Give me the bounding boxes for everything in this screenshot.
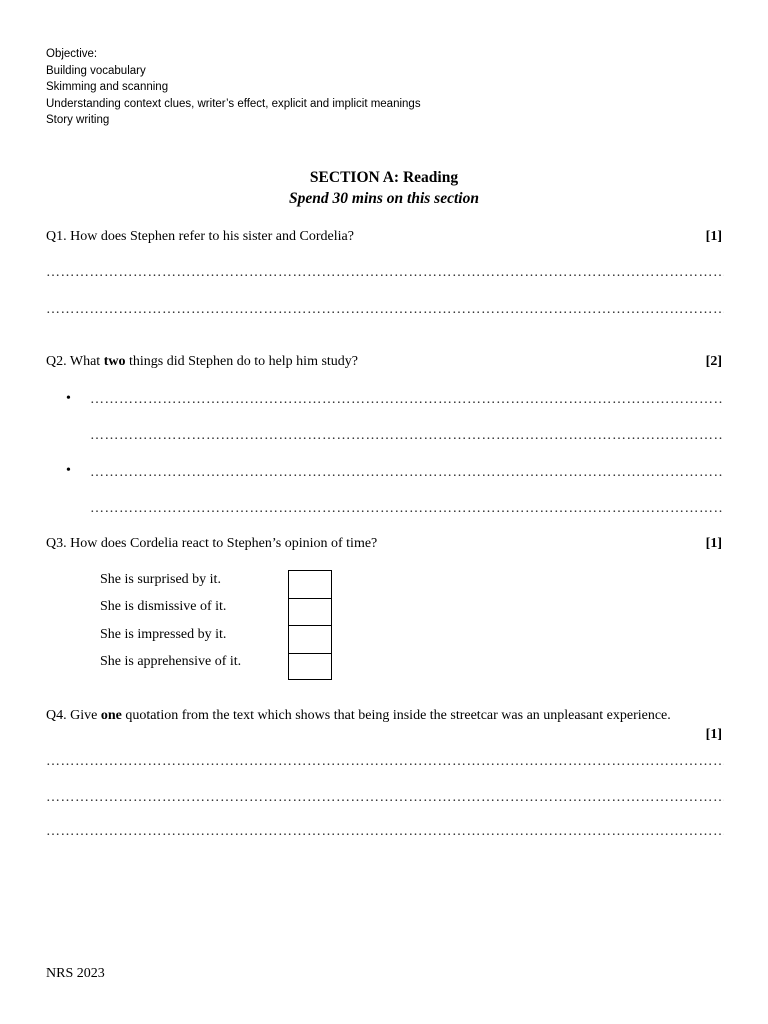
bullet-icon: •: [66, 463, 71, 478]
question-2-emphasis: two: [103, 354, 126, 369]
question-3-text: Q3. How does Cordelia react to Stephen’s opinion of time?: [46, 536, 378, 551]
option-checkbox[interactable]: [289, 571, 331, 599]
footer-text: NRS 2023: [46, 966, 105, 981]
objectives-heading: Objective:: [46, 48, 98, 60]
option-checkbox-column: [288, 570, 332, 680]
option-label: She is impressed by it.: [100, 627, 227, 642]
answer-line[interactable]: [90, 429, 724, 443]
answer-line[interactable]: [46, 791, 724, 805]
answer-line[interactable]: [46, 825, 724, 839]
question-2-marks: [2]: [705, 354, 722, 369]
section-subtitle: Spend 30 mins on this section: [289, 190, 479, 207]
question-1-text: Q1. How does Stephen refer to his sister and Cordelia?: [46, 229, 354, 244]
option-label: She is surprised by it.: [100, 572, 221, 587]
question-4-emphasis: one: [100, 708, 122, 723]
option-label: She is apprehensive of it.: [100, 654, 242, 669]
question-2-text: Q2. What two things did Stephen do to help him study?: [46, 354, 359, 369]
question-4-text: Q4. Give one quotation from the text which shows that being inside the streetcar was an unpleasant experience.: [46, 708, 671, 723]
objectives-block: [46, 46, 421, 129]
question-4-marks: [1]: [705, 727, 722, 742]
option-checkbox[interactable]: [289, 626, 331, 654]
objective-item: Understanding context clues, writer’s effect, explicit and implicit meanings: [46, 97, 421, 110]
answer-line[interactable]: [90, 393, 724, 407]
answer-line[interactable]: [46, 266, 724, 280]
question-1-marks: [1]: [705, 229, 722, 244]
option-label: She is dismissive of it.: [100, 599, 227, 614]
objective-item: Story writing: [46, 114, 110, 126]
answer-line[interactable]: [90, 466, 724, 480]
answer-line[interactable]: [46, 755, 724, 769]
answer-line[interactable]: [46, 303, 724, 317]
objective-item: Skimming and scanning: [46, 81, 169, 93]
option-checkbox[interactable]: [289, 599, 331, 627]
objective-item: Building vocabulary: [46, 64, 146, 77]
option-checkbox[interactable]: [289, 654, 331, 682]
section-title: SECTION A: Reading: [309, 169, 459, 186]
question-3-marks: [1]: [705, 536, 722, 551]
bullet-icon: •: [66, 391, 71, 406]
answer-line[interactable]: [90, 502, 724, 516]
